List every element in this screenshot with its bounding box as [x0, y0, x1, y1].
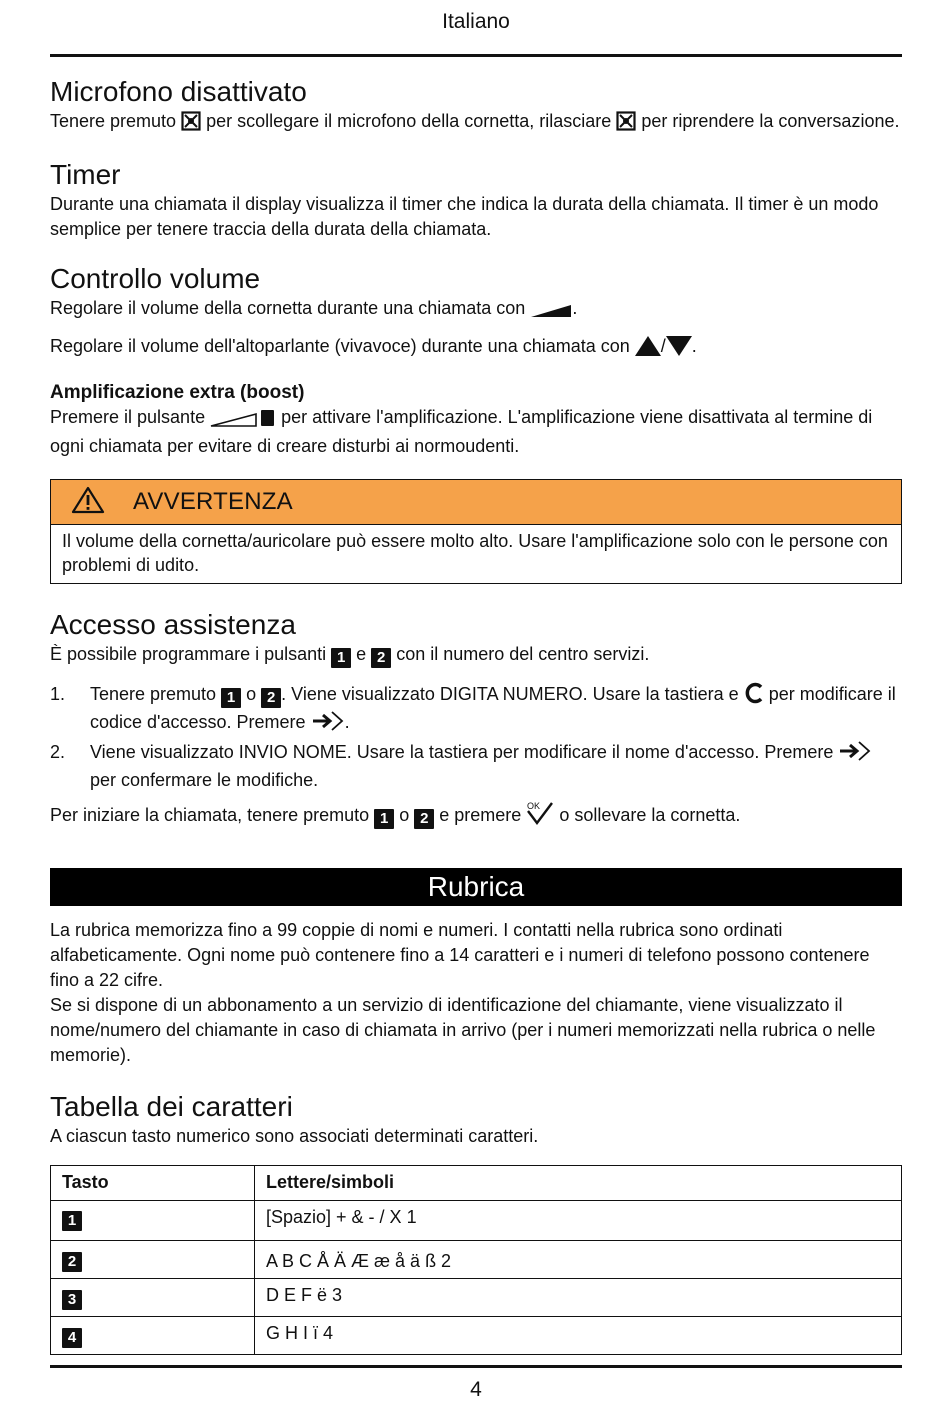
charset-table [50, 1165, 902, 1355]
mute-key-icon [616, 111, 636, 138]
volume-line2-end: . [691, 336, 697, 356]
table-header-row [51, 1166, 902, 1201]
section-assist [50, 608, 902, 832]
step1-text-c: . Usare la tastiera e [582, 684, 739, 704]
assist-call-2: e premere [439, 805, 522, 825]
memory-key-2-icon: 2 [414, 809, 434, 829]
number-key-icon: 4 [62, 1328, 82, 1348]
table-cell-key [51, 1317, 255, 1355]
boost-text [50, 405, 902, 459]
section-title-volume: Controllo volume [50, 263, 261, 294]
table-row [51, 1317, 902, 1355]
volume-up-icon [635, 336, 661, 363]
volume-down-icon [666, 336, 692, 363]
warning-box [50, 479, 902, 584]
table-row [51, 1241, 902, 1279]
memory-key-2-icon: 2 [261, 688, 281, 708]
section-title-charset: Tabella dei caratteri [50, 1091, 293, 1122]
mute-text-1: Tenere premuto [50, 111, 177, 131]
manual-page [50, 0, 902, 1402]
assist-intro-2: e [356, 644, 367, 664]
section-charset [50, 1090, 902, 1355]
volume-line2-text: Regolare il volume dell'altoparlante (vivavoce) durante una chiamata con [50, 336, 630, 356]
assist-call-3: o sollevare la cornetta. [559, 805, 741, 825]
volume-wedge-icon [530, 300, 572, 325]
assist-intro-1: È possibile programmare i pulsanti [50, 644, 327, 664]
step1-or: o [246, 684, 257, 704]
table-cell-key [51, 1201, 255, 1241]
volume-line-handset [50, 296, 902, 325]
warning-triangle-icon [71, 486, 105, 519]
boost-text-2: per attivare l'amplificazione. L'amplificazione viene disattivata al termine di ogni chiamata per evitare di creare disturbi ai normoudenti. [50, 407, 873, 456]
step-number: 2. [50, 742, 66, 762]
mute-text-2: per scollegare il microfono della cornetta, rilasciare [206, 111, 612, 131]
clear-c-icon [744, 682, 764, 710]
section-mute [50, 75, 902, 138]
table-cell-chars: D E F ë 3 [255, 1279, 902, 1317]
step1-display-text: DIGITA NUMERO [439, 684, 583, 704]
step2-display-text: INVIO NOME [238, 742, 347, 762]
section-timer [50, 158, 902, 242]
column-header-chars: Lettere/simboli [255, 1166, 902, 1201]
step1-text-d: per modificare il codice d'accesso. Premere [90, 684, 896, 732]
volume-separator: / [660, 336, 666, 356]
boost-key-icon [210, 409, 276, 434]
warning-title: AVVERTENZA [133, 488, 293, 515]
ok-call-icon [526, 801, 554, 832]
memory-key-1-icon: 1 [374, 809, 394, 829]
volume-line1-text: Regolare il volume della cornetta durante una chiamata con [50, 298, 526, 318]
timer-text: Durante una chiamata il display visualizza il timer che indica la durata della chiamata. Il timer è un modo semplice per tenere traccia della durata della chiamata. [50, 194, 879, 239]
assist-call-1: Per iniziare la chiamata, tenere premuto [50, 805, 370, 825]
memory-key-1-icon: 1 [331, 648, 351, 668]
header-rule [50, 54, 902, 57]
step-number: 1. [50, 684, 66, 704]
assist-steps [50, 682, 902, 792]
rubrica-text-2: Se si dispone di un abbonamento a un servizio di identificazione del chiamante, viene visualizzato il nome/numero del chiamante in caso di chiamata in arrivo (per i numeri memorizzati nella rubrica o nelle memorie). [50, 995, 876, 1065]
table-row [51, 1279, 902, 1317]
table-cell-chars: A B C Å Ä Æ æ å ä ß 2 [255, 1241, 902, 1279]
step1-text-b: . Viene visualizzato [281, 684, 435, 704]
boost-title: Amplificazione extra (boost) [50, 382, 305, 403]
memory-key-2-icon: 2 [371, 648, 391, 668]
ok-label: OK [527, 801, 541, 811]
mute-text-3: per riprendere la conversazione. [641, 111, 900, 131]
section-title-mute: Microfono disattivato [50, 76, 307, 107]
table-cell-key [51, 1241, 255, 1279]
step2-text-c: per confermare le modifiche. [90, 770, 319, 790]
list-item [50, 682, 902, 738]
table-row [51, 1201, 902, 1241]
rubrica-text-1: La rubrica memorizza fino a 99 coppie di nomi e numeri. I contatti nella rubrica sono ordinati alfabeticamente. Ogni nome può contenere fino a 14 caratteri e i numeri di telefono possono contenere fino a 22 cifre. [50, 920, 870, 990]
number-key-icon: 3 [62, 1290, 82, 1310]
assist-intro [50, 642, 902, 668]
menu-enter-icon [838, 740, 872, 768]
number-key-icon: 1 [62, 1211, 82, 1231]
assist-call-text [50, 801, 902, 832]
page-number: 4 [470, 1378, 482, 1401]
table-cell-key [51, 1279, 255, 1317]
table-cell-chars: [Spazio] + & - / X 1 [255, 1201, 902, 1241]
warning-text: Il volume della cornetta/auricolare può essere molto alto. Usare l'amplificazione solo con le persone con problemi di udito. [62, 531, 888, 575]
memory-key-1-icon: 1 [221, 688, 241, 708]
menu-enter-icon [311, 710, 345, 738]
section-title-timer: Timer [50, 159, 121, 190]
boost-text-1: Premere il pulsante [50, 407, 206, 427]
assist-intro-3: con il numero del centro servizi. [396, 644, 650, 664]
page-language-header: Italiano [442, 10, 510, 33]
step2-text-b: . Usare la tastiera per modificare il nome d'accesso. Premere [346, 742, 834, 762]
mute-text [50, 109, 902, 138]
table-cell-chars: G H I ï 4 [255, 1317, 902, 1355]
volume-line1-end: . [572, 298, 578, 318]
column-header-key: Tasto [51, 1166, 255, 1201]
list-item [50, 740, 902, 792]
step2-text-a: Viene visualizzato [90, 742, 234, 762]
mute-key-icon [181, 111, 201, 138]
section-title-assist: Accesso assistenza [50, 609, 296, 640]
volume-line-speaker [50, 334, 902, 363]
footer-rule [50, 1365, 902, 1368]
section-volume [50, 262, 902, 459]
warning-header [51, 480, 901, 525]
assist-call-or: o [399, 805, 410, 825]
number-key-icon: 2 [62, 1252, 82, 1272]
step1-text-a: Tenere premuto [90, 684, 217, 704]
chapter-banner-rubrica: Rubrica [50, 868, 902, 906]
step1-end: . [344, 712, 350, 732]
charset-intro: A ciascun tasto numerico sono associati determinati caratteri. [50, 1126, 539, 1146]
